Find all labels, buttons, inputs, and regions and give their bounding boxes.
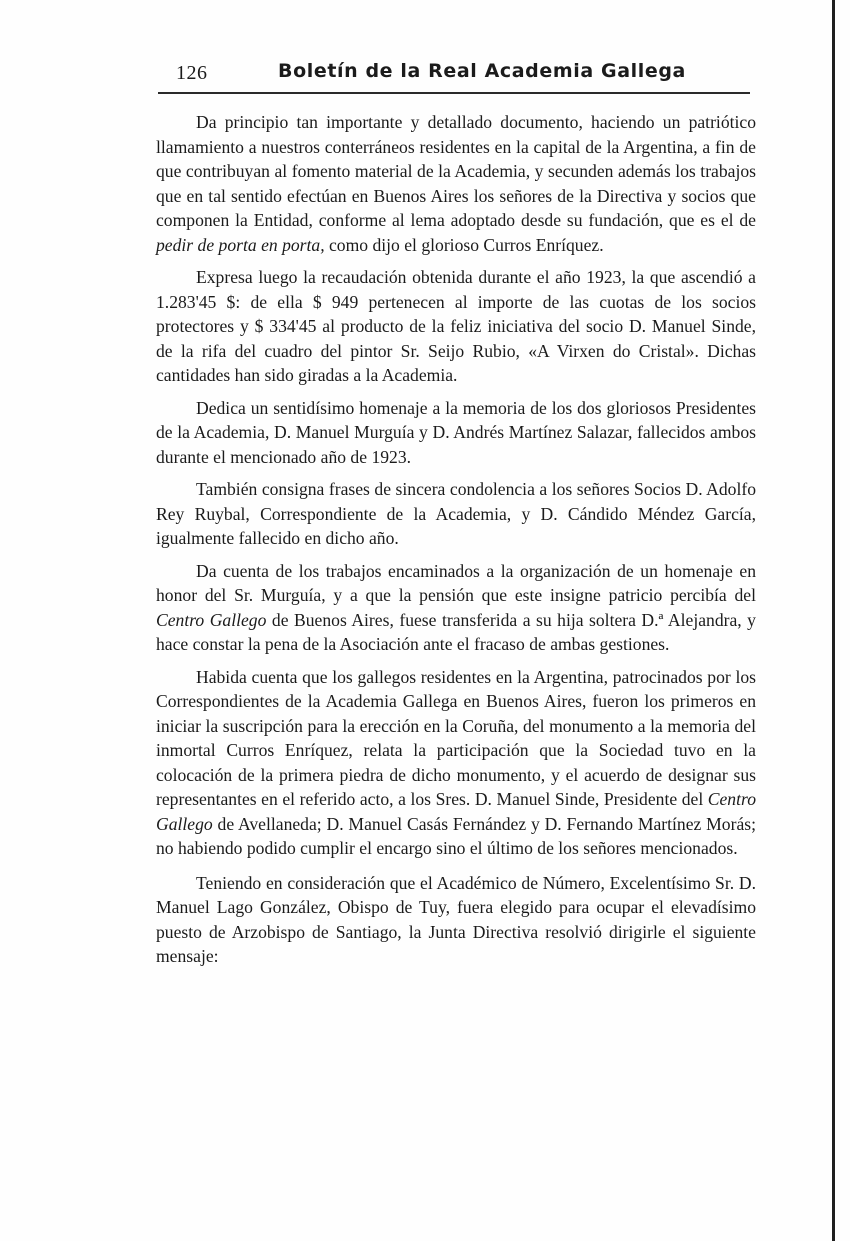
paragraph-7-text: Teniendo en consideración que el Académico de Número, Excelentísimo Sr. D. Manuel Lago González, Obispo de Tuy, fuera elegido para ocupar el elevadísimo puesto de Arzobispo de Santiago, la Junta Directiva resolvió dirigirle el siguiente mensaje: — [156, 872, 756, 966]
paragraph-6-text: Habida cuenta que los gallegos residentes en la Argentina, patrocinados por los Correspondientes de la Academia Gallega en Buenos Aires, fueron los primeros en iniciar la suscripción para la erección en la Coruña, del monumento a la memoria del inmortal Curros Enríquez, relata la participación que la Sociedad tuvo en la colocación de la primera piedra de dicho monumento, y el acuerdo de designar sus representantes en el referido acto, a los Sres. D. Manuel Sinde, Presidente del — [156, 666, 756, 809]
paragraph-4-text: También consigna frases de sincera condolencia a los señores Socios D. Adolfo Rey Ruybal, Correspondiente de la Academia, y D. Cándido Méndez García, igualmente fallecido en dicho año. — [156, 479, 756, 548]
paragraph-1-text: Da principio tan importante y detallado documento, haciendo un patriótico llamamiento a nuestros conterráneos residentes en la capital de la Argentina, a fin de que contribuyan al fomento material de la Academia, y secunden además los trabajos que en tal sentido efectúan en Buenos Aires los señores de la Directiva y socios que componen la Entidad, conforme al lema adoptado desde su fundación, que es el de — [156, 112, 756, 230]
paragraph-1-italic: pedir de porta en porta, — [156, 234, 325, 255]
paragraph-5-italic: Centro Gallego — [156, 609, 267, 630]
paragraph-3-text: Dedica un sentidísimo homenaje a la memoria de los dos gloriosos Presidentes de la Academia, D. Manuel Murguía y D. Andrés Martínez Salazar, fallecidos ambos durante el mencionado año de 1923. — [156, 397, 756, 467]
running-title: Boletín de la Real Academia Gallega — [278, 60, 686, 82]
paragraph-5-text-end: de Buenos Aires, fuese transferida a su hija soltera D.ª Alejandra, y hace constar la pena de la Asociación ante el fracaso de ambas gestiones. — [156, 609, 756, 654]
paragraph-6-italic: Centro Gallego — [156, 789, 756, 834]
body-text — [156, 110, 756, 979]
page-header — [158, 60, 750, 94]
paragraph-2 — [156, 265, 756, 388]
paragraph-6 — [156, 665, 756, 861]
paragraph-3 — [156, 396, 756, 470]
paragraph-2-text: Expresa luego la recaudación obtenida durante el año 1923, la que ascendió a 1.283'45 $: de ella $ 949 pertenecen al importe de las cuotas de los socios protectores y $ 334'45 al producto de la feliz iniciativa del socio D. Manuel Sinde, de la rifa del cuadro del pintor Sr. Seijo Rubio, «A Virxen do Cristal». Dichas cantidades han sido giradas a la Academia. — [156, 267, 756, 385]
paragraph-7 — [156, 871, 756, 969]
paragraph-4 — [156, 477, 756, 551]
page-edge-line — [832, 0, 835, 1241]
paragraph-6-text-end: de Avellaneda; D. Manuel Casás Fernández y D. Fernando Martínez Morás; no habiendo podido cumplir el encargo sino el último de los señores mencionados. — [156, 813, 756, 858]
paragraph-1 — [156, 110, 756, 257]
paragraph-1-text-end: como dijo el glorioso Curros Enríquez. — [324, 234, 604, 255]
paragraph-5-text: Da cuenta de los trabajos encaminados a la organización de un homenaje en honor del Sr. Murguía, y a que la pensión que este insigne patricio percibía del — [156, 560, 756, 605]
page-number: 126 — [176, 62, 208, 84]
paragraph-5 — [156, 559, 756, 657]
